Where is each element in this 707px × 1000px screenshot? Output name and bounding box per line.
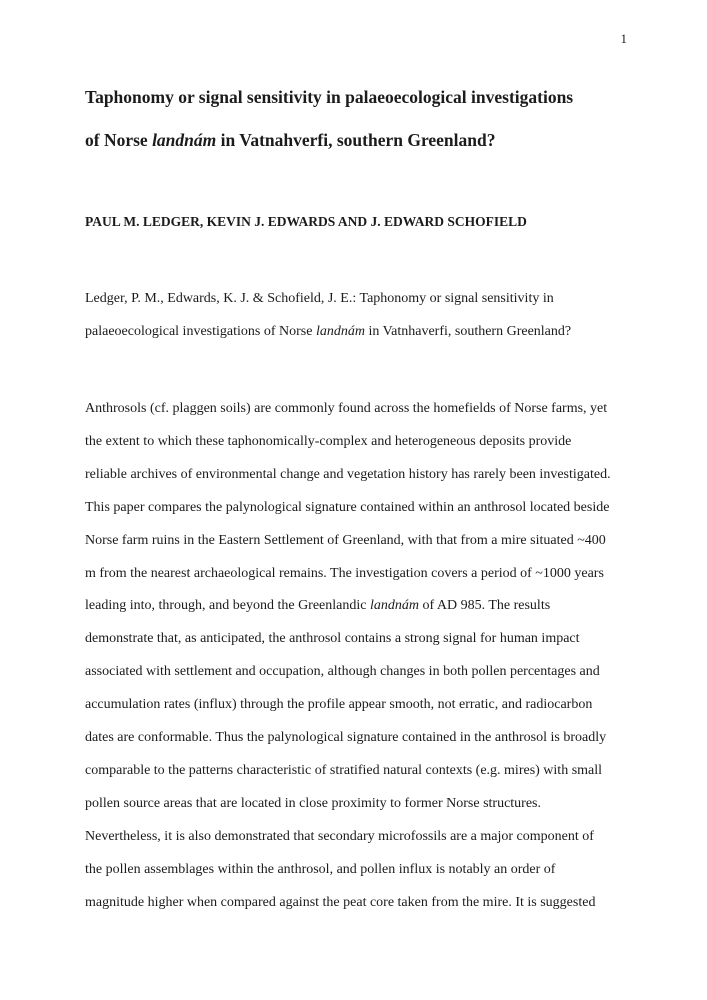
abstract-line: Norse farm ruins in the Eastern Settlement of Greenland, with that from a mire situated ~400 [85,532,606,548]
abstract-italic-line-post: of AD 985. The results [418,598,551,614]
citation-line-2-post: in Vatnhaverfi, southern Greenland? [364,323,572,339]
abstract-line: the pollen assemblages within the anthrosol, and pollen influx is notably an order of [85,861,556,877]
abstract-line: pollen source areas that are located in close proximity to former Norse structures. [85,795,542,811]
abstract-line: demonstrate that, as anticipated, the anthrosol contains a strong signal for human impact [85,631,580,647]
page-number: 1 [620,31,627,46]
abstract-line: Nevertheless, it is also demonstrated that secondary microfossils are a major component of [85,828,594,844]
abstract-line: the extent to which these taphonomically-complex and heterogeneous deposits provide [85,433,572,449]
abstract-line: associated with settlement and occupation, although changes in both pollen percentages and [85,664,600,680]
title-landnam-italic: landnám [152,130,217,150]
abstract-paragraph [85,393,645,920]
abstract-line: reliable archives of environmental change and vegetation history has rarely been investigated. [85,466,611,482]
title-line-2-post: in Vatnahverfi, southern Greenland? [216,130,496,150]
abstract-line: comparable to the patterns characteristic of stratified natural contexts (e.g. mires) with small [85,762,603,778]
citation-line-2-pre: palaeoecological investigations of Norse [85,323,316,339]
citation-landnam-italic: landnám [315,323,365,339]
abstract-line: Anthrosols (cf. plaggen soils) are commonly found across the homefields of Norse farms, yet [85,401,608,416]
abstract-italic-line-pre: leading into, through, and beyond the Greenlandic [85,598,370,614]
authors-line: PAUL M. LEDGER, KEVIN J. EDWARDS AND J. EDWARD SCHOFIELD [85,214,527,229]
abstract-line: m from the nearest archaeological remains. The investigation covers a period of ~1000 years [85,565,604,581]
paper-title [85,76,645,162]
abstract-line-with-italic [85,590,645,623]
abstract-line: This paper compares the palynological signature contained within an anthrosol located beside [85,499,610,515]
citation-block [85,283,645,349]
title-line-2 [85,119,645,162]
title-line-2-pre: of Norse [85,130,153,150]
citation-line-1: Ledger, P. M., Edwards, K. J. & Schofield, J. E.: Taphonomy or signal sensitivity in [85,291,554,306]
abstract-line: magnitude higher when compared against the peat core taken from the mire. It is suggested [85,894,596,910]
abstract-landnam-italic: landnám [369,598,419,614]
abstract-line: accumulation rates (influx) through the profile appear smooth, not erratic, and radiocarbon [85,697,593,713]
title-line-1: Taphonomy or signal sensitivity in palaeoecological investigations [85,87,574,107]
citation-line-2 [85,316,645,349]
abstract-line: dates are conformable. Thus the palynological signature contained in the anthrosol is broadly [85,730,607,746]
